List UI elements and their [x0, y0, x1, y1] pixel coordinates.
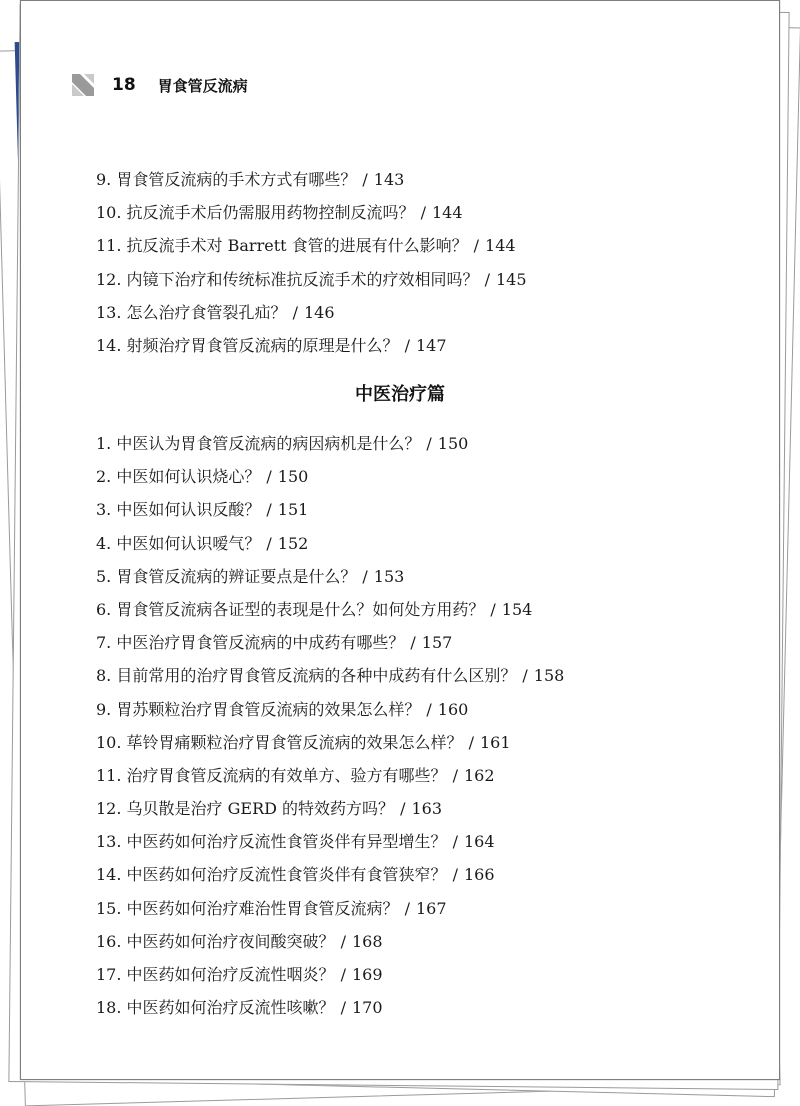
toc-entry-page: 150 — [437, 434, 469, 453]
toc-entry-number: 13. — [96, 832, 122, 852]
toc-entry-number: 3. — [96, 500, 112, 520]
toc-entry-number: 18. — [96, 998, 122, 1018]
toc-entry-page: 168 — [351, 931, 383, 951]
toc-entry-number: 13. — [96, 302, 122, 322]
toc-entry-separator: / — [362, 170, 368, 189]
toc-entry-page: 160 — [437, 699, 469, 719]
toc-entry[interactable] — [96, 432, 696, 465]
toc-entry-title: 荜铃胃痛颗粒治疗胃食管反流病的效果怎么样？ — [126, 732, 463, 752]
toc-entry-page: 162 — [463, 765, 495, 785]
toc-entry[interactable] — [96, 996, 696, 1029]
toc-entry-number: 8. — [96, 666, 112, 686]
toc-entry-title: 抗反流手术对 Barrett 食管的进展有什么影响？ — [126, 236, 468, 256]
toc-entry-title: 乌贝散是治疗 GERD 的特效药方吗？ — [126, 799, 395, 819]
toc-entry-separator: / — [266, 467, 272, 487]
toc-entry-page: 158 — [533, 666, 565, 686]
toc-entry-number: 10. — [96, 203, 122, 223]
toc-entry[interactable] — [96, 565, 696, 598]
toc-entry-number: 16. — [96, 931, 122, 951]
toc-entry-title: 中医药如何治疗反流性咽炎？ — [126, 965, 335, 984]
toc-entry[interactable] — [96, 797, 696, 830]
toc-entry[interactable] — [96, 598, 696, 631]
toc-entry[interactable] — [96, 664, 696, 697]
toc-entry-number: 9. — [96, 699, 112, 719]
toc-entry[interactable] — [96, 930, 696, 963]
toc-entry-title: 胃食管反流病的手术方式有哪些？ — [116, 170, 357, 189]
corner-mark-icon — [72, 74, 94, 96]
toc-entry-title: 治疗胃食管反流病的有效单方、验方有哪些？ — [126, 765, 447, 785]
section-title: 中医治疗篇 — [355, 384, 445, 405]
toc-entry[interactable] — [96, 334, 696, 367]
toc-entry-title: 中医如何认识嗳气？ — [116, 533, 261, 553]
toc-entry-number: 2. — [96, 467, 112, 487]
toc-entry-separator: / — [404, 898, 410, 918]
page-number: 18 — [112, 75, 136, 95]
toc-entry-number: 12. — [96, 799, 122, 819]
toc-entry-title: 中医药如何治疗反流性食管炎伴有异型增生？ — [126, 832, 447, 852]
toc-entry[interactable] — [96, 863, 696, 896]
toc-entry-page: 147 — [415, 335, 447, 355]
toc-entry-separator: / — [340, 931, 346, 951]
toc-entry-number: 6. — [96, 599, 112, 619]
toc-entry-page: 150 — [277, 467, 309, 487]
toc-entry-number: 14. — [96, 335, 122, 355]
page-header — [72, 72, 248, 98]
toc-entry-title: 中医如何认识烧心？ — [116, 467, 261, 487]
toc-entry[interactable] — [96, 234, 696, 267]
toc-entry-title: 怎么治疗食管裂孔疝？ — [126, 302, 287, 322]
toc-entry-page: 144 — [485, 236, 516, 256]
toc-entry-page: 157 — [421, 633, 453, 653]
toc-entry-number: 14. — [96, 865, 122, 885]
toc-entry-page: 167 — [415, 898, 447, 918]
toc-entry-separator: / — [292, 302, 298, 322]
toc-entry-separator: / — [490, 599, 496, 619]
toc-entry-separator: / — [362, 566, 368, 586]
toc-entry-title: 中医治疗胃食管反流病的中成药有哪些？ — [116, 633, 405, 653]
chapter-title: 胃食管反流病 — [157, 76, 248, 95]
toc-entry-title: 中医药如何治疗夜间酸突破？ — [126, 931, 335, 951]
toc-entry-title: 胃食管反流病各证型的表现是什么？如何处方用药？ — [116, 599, 485, 619]
toc-entry-number: 5. — [96, 566, 112, 586]
toc-entry-separator: / — [400, 799, 406, 819]
toc-entry-separator: / — [420, 203, 426, 223]
toc-entry-title: 抗反流手术后仍需服用药物控制反流吗？ — [126, 203, 415, 223]
toc-entry-page: 152 — [277, 533, 309, 553]
toc-entry[interactable] — [96, 465, 696, 498]
toc-entry-number: 17. — [96, 965, 122, 984]
toc-entry-page: 166 — [463, 865, 495, 885]
toc-entry-number: 1. — [96, 434, 112, 453]
toc-entry[interactable] — [96, 731, 696, 764]
toc-entry-title: 射频治疗胃食管反流病的原理是什么？ — [126, 335, 399, 355]
toc-entry-title: 中医药如何治疗反流性食管炎伴有食管狭窄？ — [126, 865, 447, 885]
toc-entry-separator: / — [266, 533, 272, 553]
toc-entry[interactable] — [96, 268, 696, 301]
toc-entry-page: 146 — [303, 302, 335, 322]
toc-entry[interactable] — [96, 963, 696, 996]
toc-entry-title: 中医药如何治疗难治性胃食管反流病？ — [126, 898, 399, 918]
toc-entry[interactable] — [96, 830, 696, 863]
toc-entry-number: 10. — [96, 732, 122, 752]
toc-entry-page: 170 — [351, 998, 383, 1018]
toc-entry-title: 胃食管反流病的辨证要点是什么？ — [116, 566, 357, 586]
toc-list-tcm — [96, 432, 696, 1029]
toc-entry-title: 内镜下治疗和传统标准抗反流手术的疗效相同吗？ — [126, 269, 479, 289]
toc-entry-number: 9. — [96, 170, 112, 189]
toc-entry-title: 中医药如何治疗反流性咳嗽？ — [126, 998, 335, 1018]
toc-entry[interactable] — [96, 532, 696, 565]
toc-entry-title: 目前常用的治疗胃食管反流病的各种中成药有什么区别？ — [116, 666, 517, 686]
toc-entry-separator: / — [340, 965, 346, 984]
toc-entry-separator: / — [468, 732, 474, 752]
toc-entry-page: 154 — [501, 599, 533, 619]
toc-entry[interactable] — [96, 764, 696, 797]
toc-entry[interactable] — [96, 168, 696, 201]
toc-entry-separator: / — [410, 633, 416, 653]
toc-entry-number: 7. — [96, 633, 112, 653]
toc-entry-page: 164 — [463, 832, 495, 852]
toc-entry[interactable] — [96, 698, 696, 731]
toc-entry-title: 胃苏颗粒治疗胃食管反流病的效果怎么样？ — [116, 699, 421, 719]
toc-entry-separator: / — [426, 699, 432, 719]
toc-entry-page: 144 — [431, 203, 463, 223]
toc-entry-separator: / — [426, 434, 432, 453]
toc-entry-page: 151 — [277, 500, 309, 520]
toc-entry-number: 12. — [96, 269, 122, 289]
toc-entry-separator: / — [452, 832, 458, 852]
toc-entry-separator: / — [522, 666, 528, 686]
toc-entry-page: 145 — [495, 269, 527, 289]
toc-entry[interactable] — [96, 201, 696, 234]
toc-entry-page: 153 — [373, 566, 405, 586]
toc-entry-separator: / — [340, 998, 346, 1018]
toc-entry-number: 15. — [96, 898, 122, 918]
toc-entry-page: 143 — [373, 170, 405, 189]
toc-entry-separator: / — [266, 500, 272, 520]
toc-entry[interactable] — [96, 498, 696, 531]
toc-entry-title: 中医认为胃食管反流病的病因病机是什么？ — [116, 434, 421, 453]
toc-entry-number: 11. — [96, 765, 122, 785]
toc-entry-separator: / — [452, 865, 458, 885]
toc-entry-separator: / — [452, 765, 458, 785]
toc-entry-number: 4. — [96, 533, 112, 553]
toc-entry[interactable] — [96, 631, 696, 664]
toc-entry[interactable] — [96, 301, 696, 334]
toc-entry-title: 中医如何认识反酸？ — [116, 500, 261, 520]
toc-entry[interactable] — [96, 897, 696, 930]
toc-entry-separator: / — [473, 236, 480, 256]
toc-entry-page: 169 — [351, 965, 383, 984]
toc-entry-separator: / — [404, 335, 410, 355]
toc-entry-page: 163 — [411, 799, 442, 819]
toc-entry-number: 11. — [96, 236, 122, 256]
toc-list-surgery — [96, 168, 696, 367]
toc-entry-page: 161 — [479, 732, 511, 752]
toc-entry-separator: / — [484, 269, 490, 289]
